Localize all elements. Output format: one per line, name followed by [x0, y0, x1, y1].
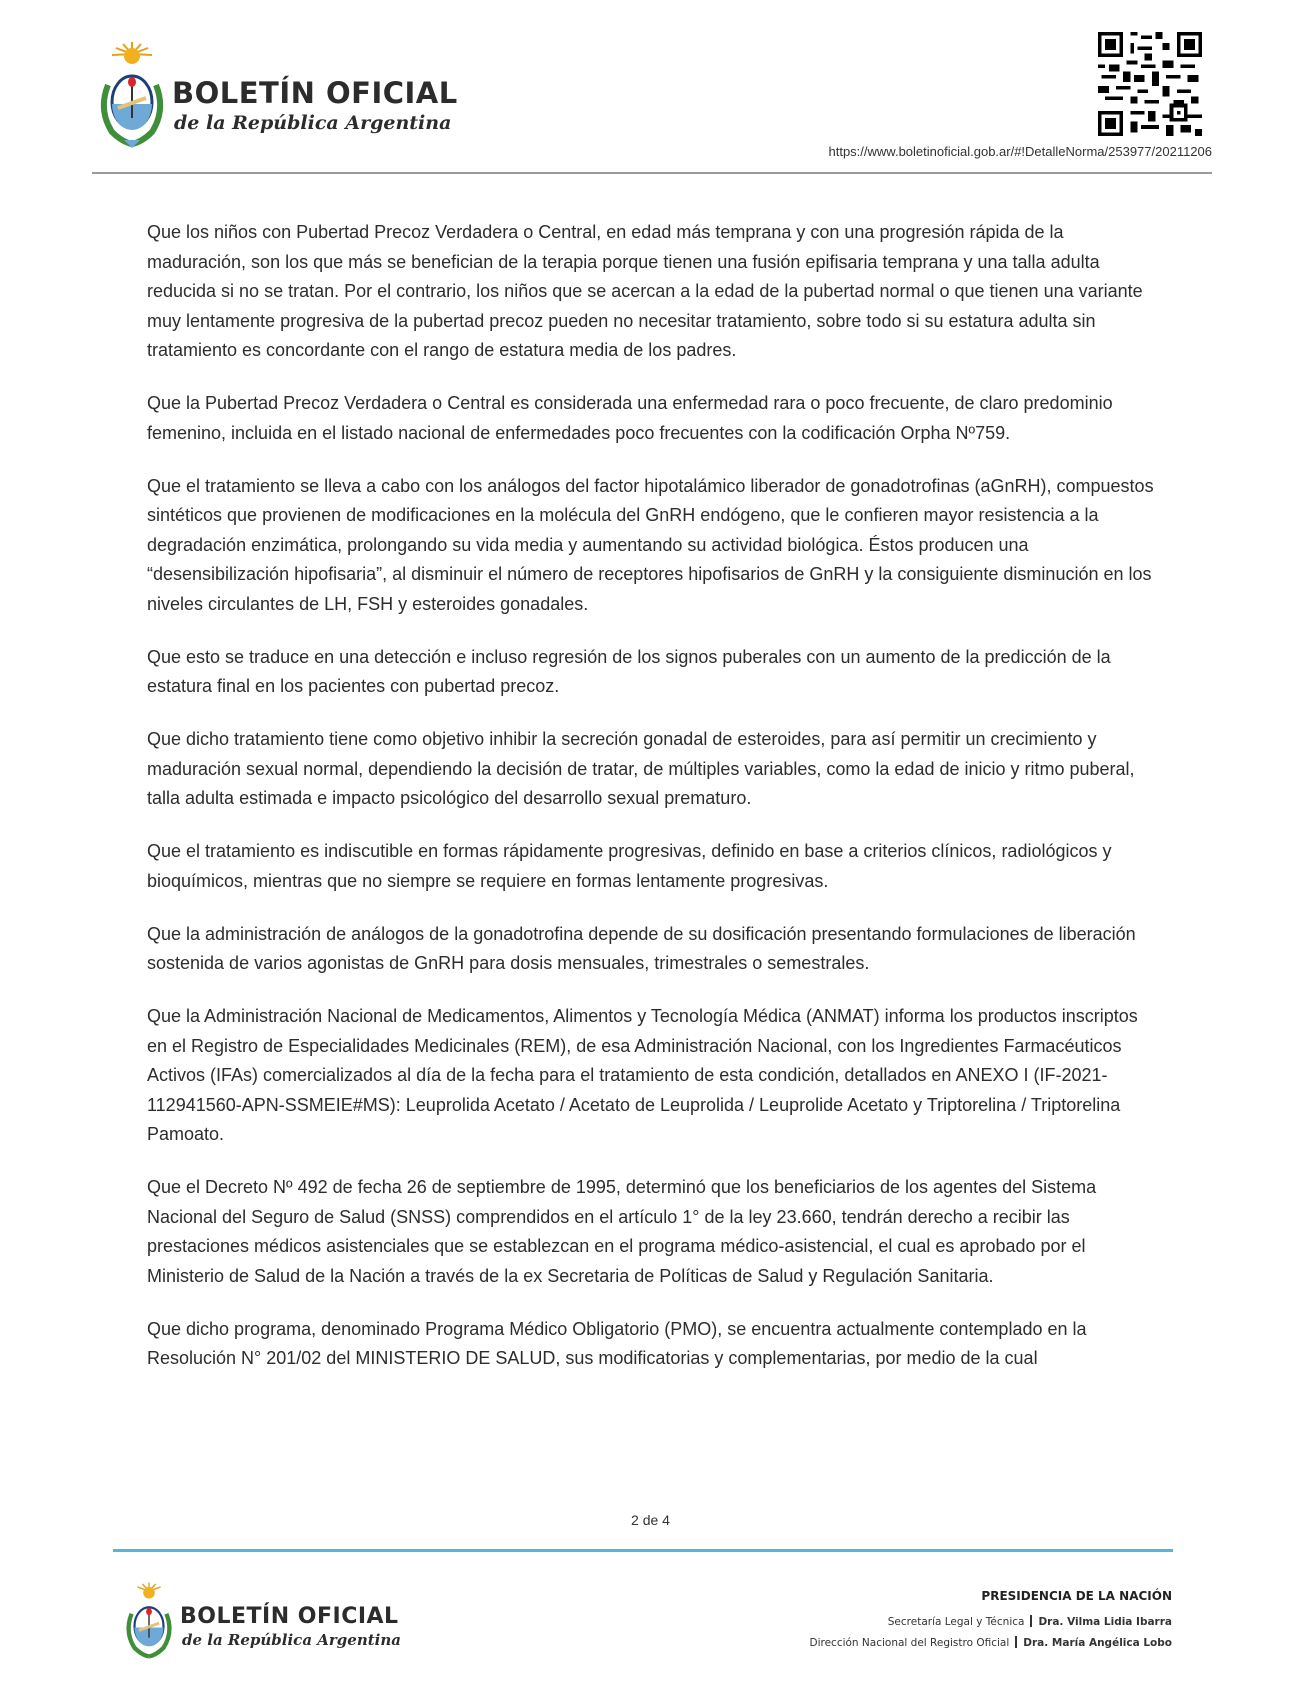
footer-brand-title: BOLETÍN OFICIAL	[180, 1604, 399, 1629]
paragraph: Que los niños con Pubertad Precoz Verdadera o Central, en edad más temprana y con una progresión rápida de la maduración, son los que más se benefician de la terapia porque tienen una fusión epifisaria temprana y una talla adulta reducida si no se tratan. Por el contrario, los niños que se acercan a la edad de la pubertad normal o que tienen una variante muy lentamente progresiva de la pubertad precoz pueden no necesitar tratamiento, sobre todo si su estatura adulta sin tratamiento es concordante con el rango de estatura media de los padres.	[147, 222, 1143, 360]
paragraph: Que esto se traduce en una detección e incluso regresión de los signos puberales con un aumento de la predicción de la estatura final en los pacientes con pubertad precoz.	[147, 646, 1111, 696]
footer-divider	[113, 1549, 1173, 1552]
paragraph: Que dicho programa, denominado Programa Médico Obligatorio (PMO), se encuentra actualmente contemplado en la Resolución N° 201/02 del MINISTERIO DE SALUD, sus modificatorias y complementarias, por medio de la cual	[147, 1318, 1087, 1368]
presidencia-label: PRESIDENCIA DE LA NACIÓN	[981, 1589, 1172, 1603]
footer-credits	[810, 1589, 1173, 1657]
paragraph: Que el Decreto Nº 492 de fecha 26 de septiembre de 1995, determinó que los beneficiarios de los agentes del Sistema Nacional del Seguro de Salud (SNSS) comprendidos en el artículo 1° de la ley 23.660, tendrán derecho a recibir las prestaciones médicos asistenciales que se establezcan en el programa médico-asistencial, el cual es aprobado por el Ministerio de Salud de la Nación a través de la ex Secretaria de Políticas de Salud y Regulación Sanitaria.	[147, 1177, 1097, 1286]
credit-org: Secretaría Legal y Técnica	[887, 1616, 1025, 1628]
page-number: 2 de 4	[631, 1512, 670, 1528]
footer-logo	[120, 1578, 400, 1668]
credit-name: Dra. María Angélica Lobo	[1023, 1637, 1172, 1649]
paragraph: Que la Pubertad Precoz Verdadera o Central es considerada una enfermedad rara o poco frecuente, de claro predominio femenino, incluida en el listado nacional de enfermedades poco frecuentes con la codificación Orpha Nº759.	[147, 393, 1113, 443]
brand-subtitle: de la República Argentina	[174, 112, 452, 134]
paragraph: Que el tratamiento se lleva a cabo con los análogos del factor hipotalámico liberador de gonadotrofinas (aGnRH), compuestos sintéticos que provienen de modificaciones en la molécula del GnRH endógeno, que le confieren mayor resistencia a la degradación enzimática, prolongando su vida media y aumentando su actividad biológica. Éstos producen una “desensibilización hipofisaria”, al disminuir el número de receptores hipofisarios de GnRH y la consiguiente disminución en los niveles circulantes de LH, FSH y esteroides gonadales.	[147, 475, 1154, 614]
credit-line-registro	[810, 1636, 1173, 1649]
document-url[interactable]: https://www.boletinoficial.gob.ar/#!DetalleNorma/253977/20211206	[828, 144, 1212, 159]
footer-brand-subtitle: de la República Argentina	[182, 1631, 401, 1649]
header-divider	[92, 172, 1212, 174]
credit-name: Dra. Vilma Lidia Ibarra	[1038, 1616, 1172, 1628]
paragraph: Que la administración de análogos de la gonadotrofina depende de su dosificación presentando formulaciones de liberación sostenida de varios agonistas de GnRH para dosis mensuales, trimestrales o semestrales.	[147, 923, 1136, 973]
argentine-coat-of-arms-icon	[120, 1578, 178, 1664]
credit-line-legal	[810, 1615, 1173, 1628]
argentine-coat-of-arms-icon	[92, 40, 172, 150]
qr-code-icon[interactable]	[1098, 32, 1202, 136]
paragraph: Que la Administración Nacional de Medicamentos, Alimentos y Tecnología Médica (ANMAT) informa los productos inscriptos en el Registro de Especialidades Medicinales (REM), de esa Administración Nacional, con los Ingredientes Farmacéuticos Activos (IFAs) comercializados al día de la fecha para el tratamiento de esta condición, detallados en ANEXO I (IF-2021-112941560-APN-SSMEIE#MS): Leuprolida Acetato / Acetato de Leuprolida / Leuprolide Acetato y Triptorelina / Triptorelina Pamoato.	[147, 1006, 1138, 1144]
paragraph: Que dicho tratamiento tiene como objetivo inhibir la secreción gonadal de esteroides, para así permitir un crecimiento y maduración sexual normal, dependiendo la decisión de tratar, de múltiples variables, como la edad de inicio y ritmo puberal, talla adulta estimada e impacto psicológico del desarrollo sexual prematuro.	[147, 729, 1135, 808]
document-body	[147, 218, 1157, 1397]
separator	[1015, 1636, 1017, 1648]
separator	[1030, 1615, 1032, 1627]
credit-org: Dirección Nacional del Registro Oficial	[809, 1637, 1010, 1649]
paragraph: Que el tratamiento es indiscutible en formas rápidamente progresivas, definido en base a criterios clínicos, radiológicos y bioquímicos, mientras que no siempre se requiere en formas lentamente progresivas.	[147, 841, 1112, 891]
header-logo	[92, 40, 458, 150]
brand-title: BOLETÍN OFICIAL	[172, 76, 458, 110]
